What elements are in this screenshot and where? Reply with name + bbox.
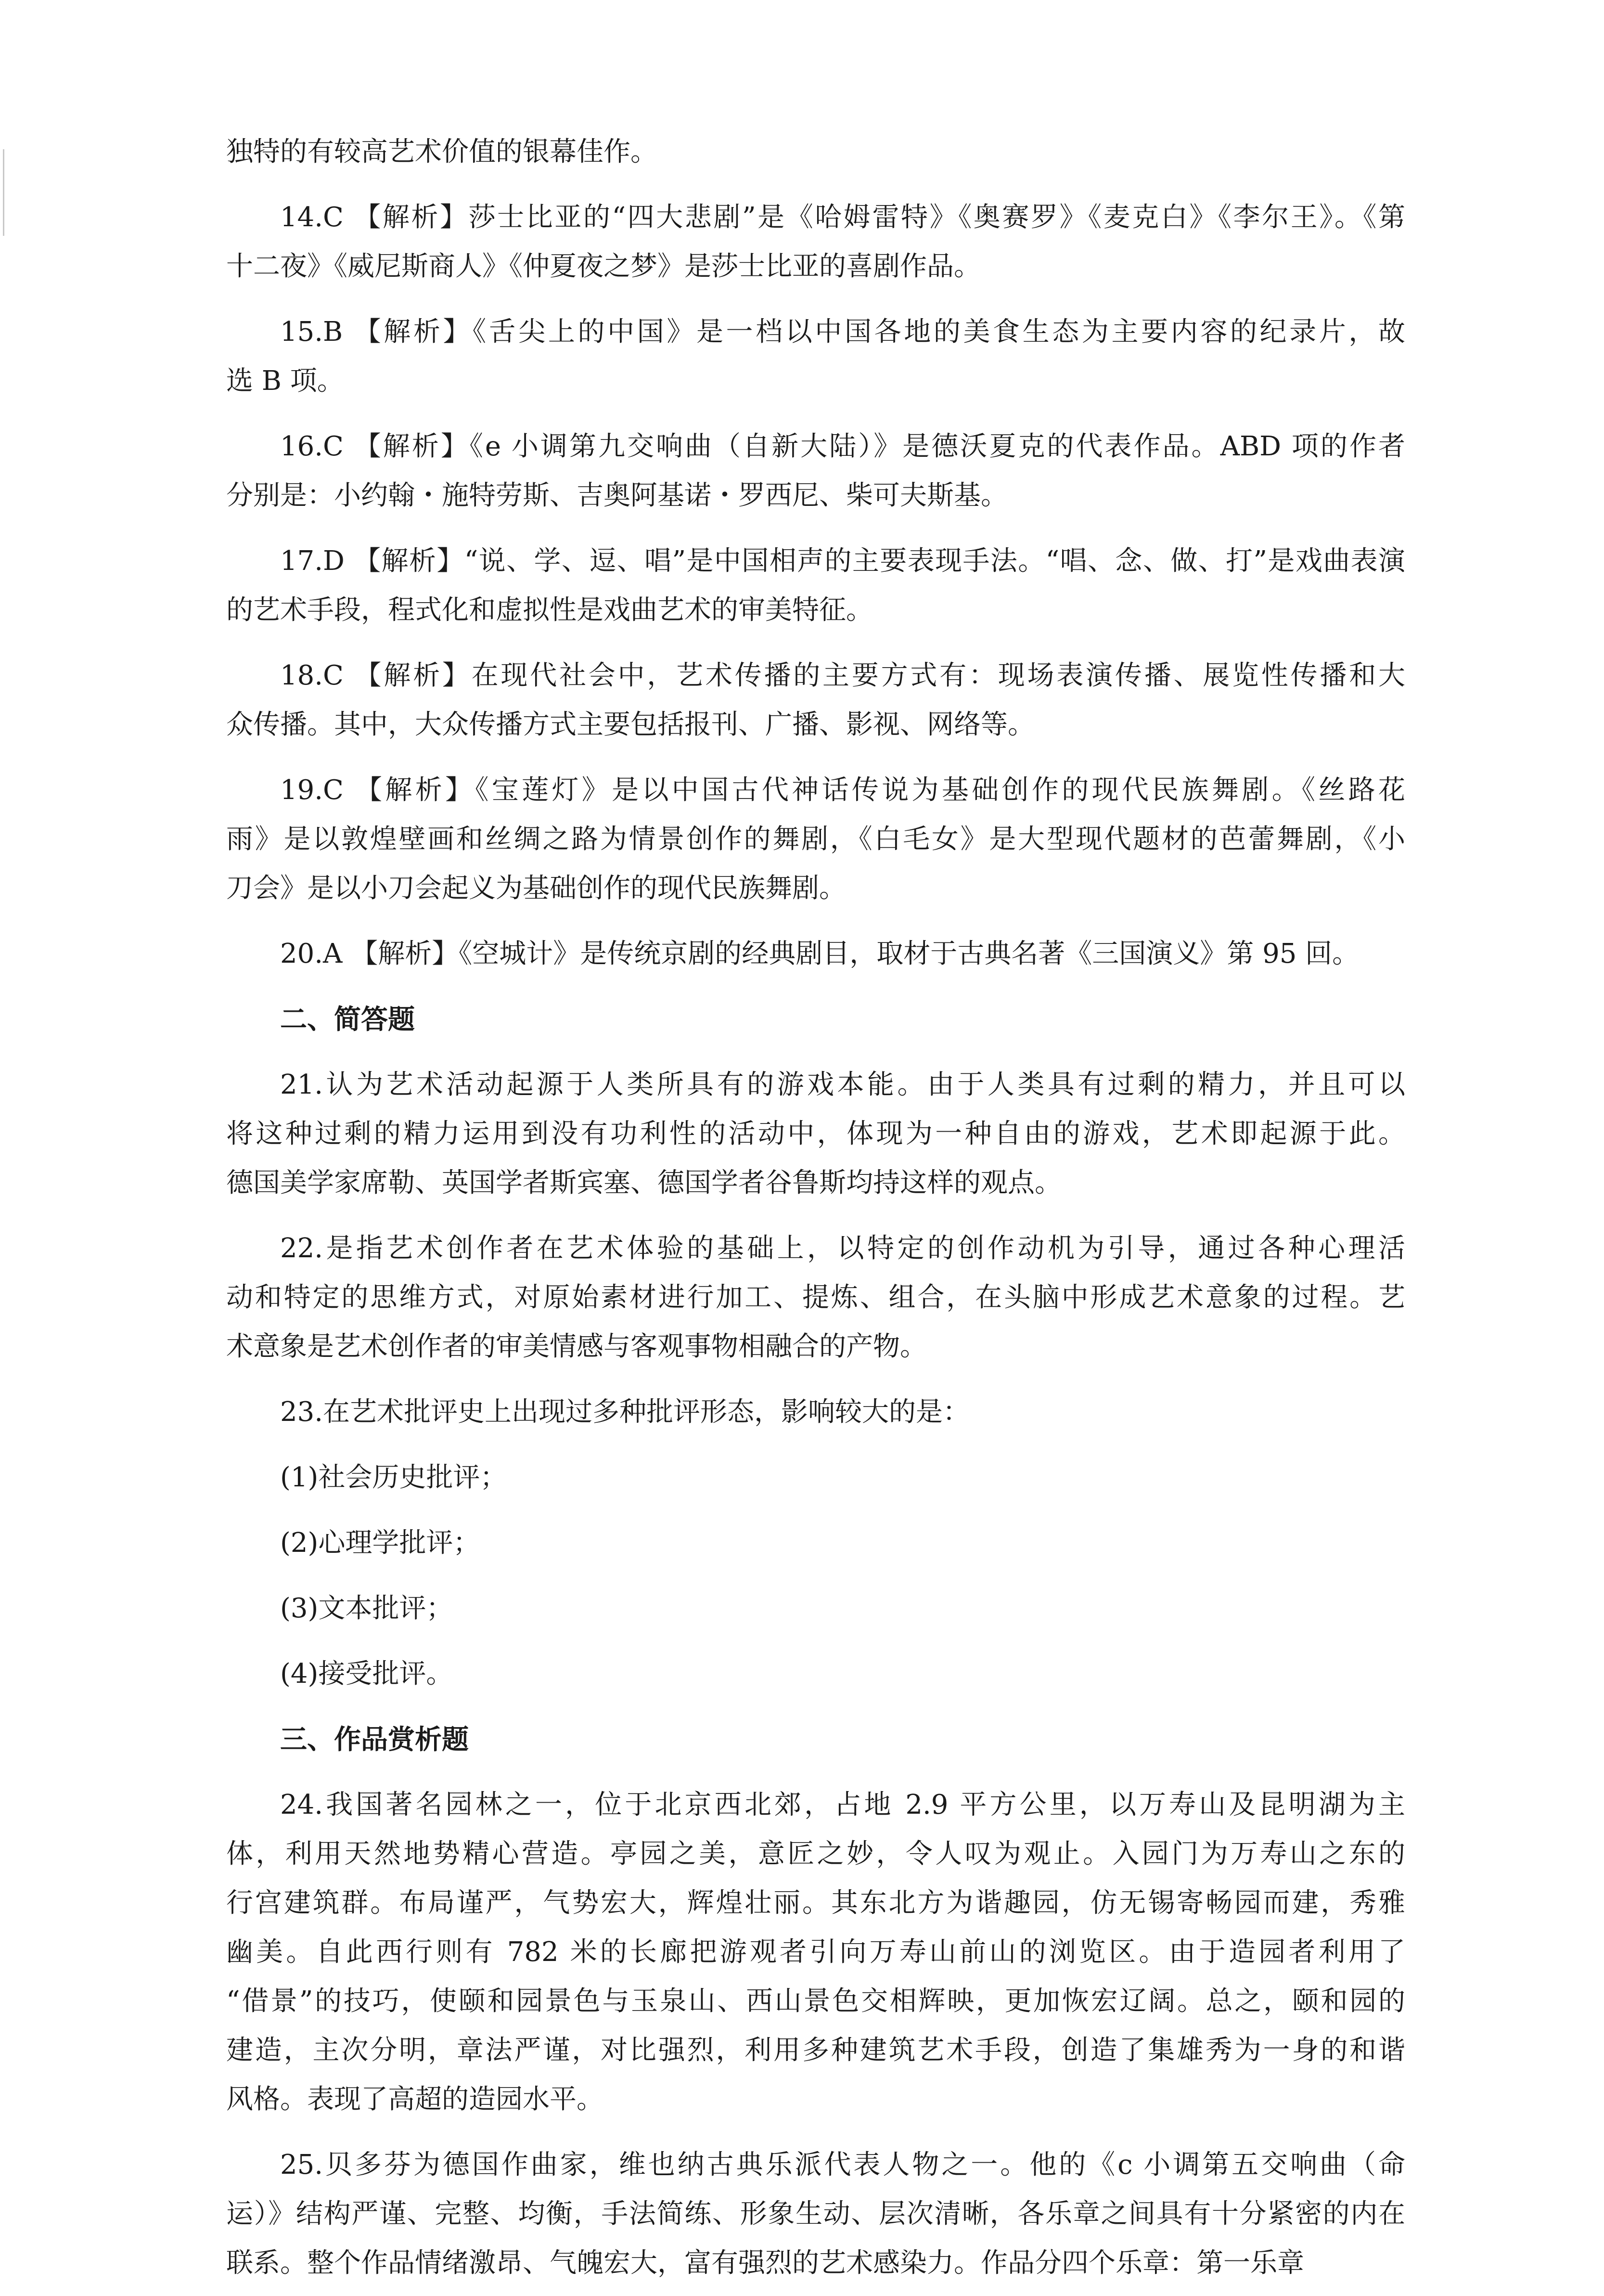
answer-paragraph	[226, 193, 1405, 291]
text-line: 的艺术手段，程式化和虚拟性是戏曲艺术的审美特征。	[226, 594, 873, 626]
answer-paragraph	[226, 1780, 1405, 2124]
margin-mark	[3, 149, 4, 236]
text-line: 15.B 【解析】《舌尖上的中国》是一档以中国各地的美食生态为主要内容的纪录片，故	[280, 316, 1405, 348]
answer-paragraph	[226, 929, 1405, 979]
answer-paragraph	[226, 308, 1405, 406]
text-line: 雨》是以敦煌壁画和丝绸之路为情景创作的舞剧，《白毛女》是大型现代题材的芭蕾舞剧，《小	[226, 824, 1405, 855]
text-line: 25.贝多芬为德国作曲家，维也纳古典乐派代表人物之一。他的《c 小调第五交响曲（命	[280, 2149, 1405, 2180]
text-line: 19.C 【解析】《宝莲灯》是以中国古代神话传说为基础创作的现代民族舞剧。《丝路花	[280, 774, 1405, 806]
answer-paragraph	[226, 651, 1405, 749]
answer-paragraph	[226, 2141, 1405, 2288]
text-line: 独特的有较高艺术价值的银幕佳作。	[226, 136, 657, 168]
text-line: (4)接受批评。	[280, 1658, 453, 1690]
text-line: 十二夜》《威尼斯商人》《仲夏夜之梦》是莎士比亚的喜剧作品。	[226, 251, 981, 282]
answer-paragraph	[226, 1650, 1405, 1699]
text-line: 风格。表现了高超的造园水平。	[226, 2084, 603, 2115]
text-line: 建造，主次分明，章法严谨，对比强烈，利用多种建筑艺术手段，创造了集雄秀为一身的和谐	[226, 2035, 1405, 2066]
text-line: 23.在艺术批评史上出现过多种批评形态，影响较大的是：	[280, 1396, 970, 1428]
answer-paragraph	[226, 1224, 1405, 1371]
answer-paragraph	[226, 128, 1405, 177]
text-line: 术意象是艺术创作者的审美情感与客观事物相融合的产物。	[226, 1331, 927, 1362]
text-line: 20.A 【解析】《空城计》是传统京剧的经典剧目，取材于古典名著《三国演义》第 95 回。	[280, 938, 1360, 969]
text-line: 动和特定的思维方式，对原始素材进行加工、提炼、组合，在头脑中形成艺术意象的过程。艺	[226, 1282, 1405, 1313]
text-line: 刀会》是以小刀会起义为基础创作的现代民族舞剧。	[226, 873, 846, 904]
text-line: 21.认为艺术活动起源于人类所具有的游戏本能。由于人类具有过剩的精力，并且可以	[280, 1069, 1405, 1100]
text-line: 14.C 【解析】莎士比亚的“四大悲剧”是《哈姆雷特》《奥赛罗》《麦克白》《李尔王》。《第	[280, 202, 1405, 233]
answer-page	[226, 128, 1405, 2288]
text-line: (1)社会历史批评；	[280, 1462, 507, 1493]
text-line: 将这种过剩的精力运用到没有功利性的活动中，体现为一种自由的游戏，艺术即起源于此。	[226, 1118, 1405, 1149]
text-line: (2)心理学批评；	[280, 1527, 480, 1559]
answer-paragraph	[226, 1519, 1405, 1568]
section-heading: 三、作品赏析题	[280, 1724, 469, 1755]
answer-paragraph	[226, 537, 1405, 635]
text-line: “借景”的技巧，使颐和园景色与玉泉山、西山景色交相辉映，更加恢宏辽阔。总之，颐和园的	[226, 1986, 1405, 2017]
answer-paragraph	[226, 766, 1405, 913]
text-line: (3)文本批评；	[280, 1593, 453, 1624]
text-line: 幽美。自此西行则有 782 米的长廊把游观者引向万寿山前山的浏览区。由于造园者利用了	[226, 1936, 1405, 1968]
answer-paragraph	[226, 1388, 1405, 1437]
text-line: 行宫建筑群。布局谨严，气势宏大，辉煌壮丽。其东北方为谐趣园，仿无锡寄畅园而建，秀雅	[226, 1887, 1405, 1919]
text-line: 选 B 项。	[226, 365, 344, 397]
text-line: 分别是：小约翰・施特劳斯、吉奥阿基诺・罗西尼、柴可夫斯基。	[226, 480, 1008, 511]
text-line: 18.C 【解析】在现代社会中，艺术传播的主要方式有：现场表演传播、展览性传播和大	[280, 660, 1405, 691]
answer-paragraph	[226, 1060, 1405, 1208]
text-line: 22.是指艺术创作者在艺术体验的基础上，以特定的创作动机为引导，通过各种心理活	[280, 1233, 1405, 1264]
text-line: 体，利用天然地势精心营造。亭园之美，意匠之妙，令人叹为观止。入园门为万寿山之东的	[226, 1838, 1405, 1870]
text-line: 运）》结构严谨、完整、均衡，手法简练、形象生动、层次清晰，各乐章之间具有十分紧密的内在	[226, 2198, 1405, 2230]
answer-paragraph	[226, 1453, 1405, 1502]
answer-paragraph	[226, 422, 1405, 520]
text-line: 众传播。其中，大众传播方式主要包括报刊、广播、影视、网络等。	[226, 709, 1035, 740]
text-line: 16.C 【解析】《e 小调第九交响曲（自新大陆）》是德沃夏克的代表作品。ABD 项的作者	[280, 431, 1405, 462]
section-heading: 二、简答题	[280, 1004, 415, 1035]
text-line: 联系。整个作品情绪激昂、气魄宏大，富有强烈的艺术感染力。作品分四个乐章：第一乐章	[226, 2247, 1304, 2279]
text-line: 24.我国著名园林之一，位于北京西北郊，占地 2.9 平方公里，以万寿山及昆明湖为主	[280, 1789, 1405, 1820]
text-line: 德国美学家席勒、英国学者斯宾塞、德国学者谷鲁斯均持这样的观点。	[226, 1167, 1062, 1199]
answer-paragraph	[226, 1584, 1405, 1633]
text-line: 17.D 【解析】“说、学、逗、唱”是中国相声的主要表现手法。“唱、念、做、打”是戏曲表演	[280, 545, 1405, 577]
